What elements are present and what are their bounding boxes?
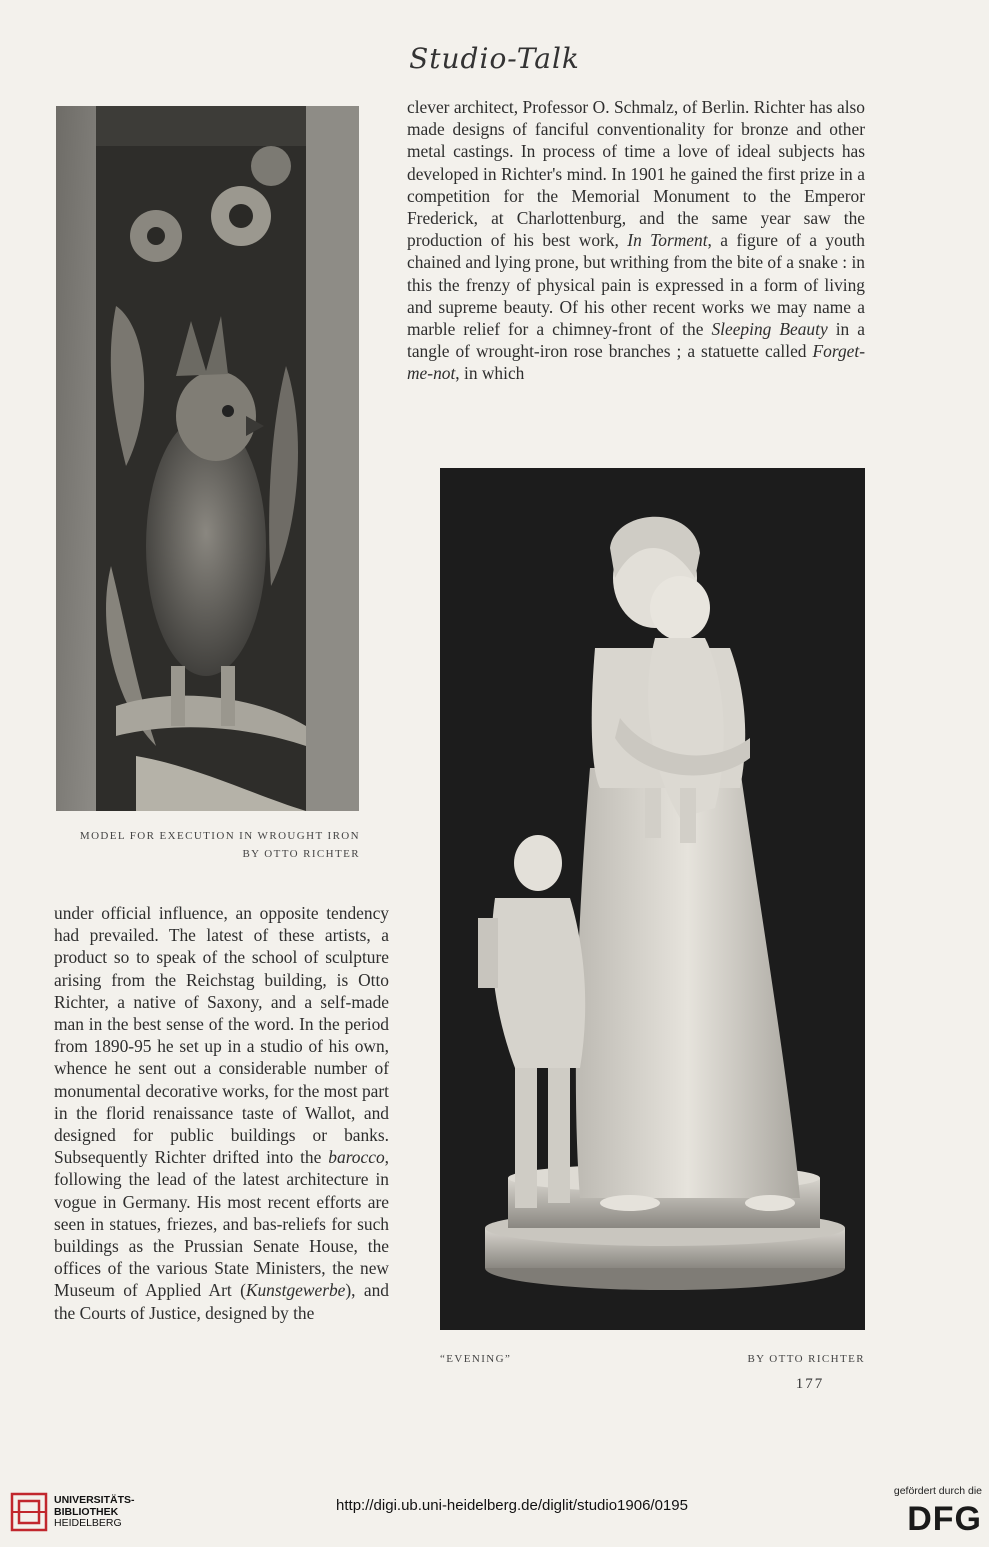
- emphasis-barocco: barocco: [328, 1147, 385, 1168]
- dfg-logo[interactable]: DFG: [907, 1500, 982, 1538]
- library-line2: BIBLIOTHEK: [54, 1505, 119, 1518]
- statue-caption-title: “EVENING”: [440, 1353, 512, 1365]
- relief-caption-line1: MODEL FOR EXECUTION IN WROUGHT IRON: [79, 830, 360, 842]
- relief-caption-line2: BY OTTO RICHTER: [242, 848, 360, 860]
- statue-caption-credit: BY OTTO RICHTER: [747, 1353, 865, 1365]
- relief-illustration: [56, 106, 359, 811]
- emphasis-forget-me-not: Forget-me-not: [407, 341, 865, 384]
- library-logo[interactable]: [10, 1492, 160, 1536]
- statue-photo: [440, 468, 865, 1330]
- footer-url-link[interactable]: http://digi.ub.uni-heidelberg.de/diglit/studio1906/0195: [336, 1497, 688, 1514]
- running-title: Studio-Talk: [409, 42, 580, 75]
- library-line1: UNIVERSITÄTS-: [54, 1494, 135, 1506]
- dfg-funding-text: gefördert durch die: [893, 1485, 982, 1497]
- left-column-text: under official influence, an opposite tendency had prevailed. The latest of these artists, a product so to speak of the school of sculpture arising from the Reichstag building, is Otto Richter, a native of Saxony, and a self-made man in the best sense of the word. In the period from 1890-95 he set up in a studio of his own, whence he sent out a considerable number of monumental decorative works, for the most part in the florid renaissance taste of Wallot, and designed for public buildings or banks. Subsequently Richter drifted into the barocco, following the lead of the latest architecture in vogue in Germany. His most recent efforts are seen in statues, friezes, and bas-reliefs for such buildings as the Prussian Senate House, the offices of the various State Ministers, the new Museum of Applied Art (Kunstgewerbe), and the Courts of Justice, designed by the: [54, 903, 389, 1323]
- emphasis-sleeping-beauty: Sleeping Beauty: [711, 319, 828, 340]
- emphasis-kunstgewerbe: Kunstgewerbe: [245, 1280, 346, 1301]
- relief-photo: [56, 106, 359, 811]
- statue-illustration: [440, 468, 865, 1330]
- emphasis-in-torment: In Torment: [627, 230, 708, 251]
- library-logo-icon: [10, 1492, 48, 1532]
- right-column-text: clever architect, Professor O. Schmalz, of Berlin. Richter has also made designs of fanciful conventionality for bronze and other metal castings. In process of time a love of ideal subjects has developed in Richter's mind. In 1901 he gained the first prize in a competition for the Memorial Monument to the Emperor Frederick, at Charlottenburg, and the same year saw the production of his best work, In Torment, a figure of a youth chained and lying prone, but writhing from the bite of a snake : in this the frenzy of physical pain is expressed in a form of living and supreme beauty. Of his other recent works we may name a marble relief for a chimney-front of the Sleeping Beauty in a tangle of wrought-iron rose branches ; a statuette called Forget-me-not, in which: [407, 97, 865, 384]
- page-number: 177: [795, 1376, 825, 1392]
- library-line3: HEIDELBERG: [54, 1517, 122, 1529]
